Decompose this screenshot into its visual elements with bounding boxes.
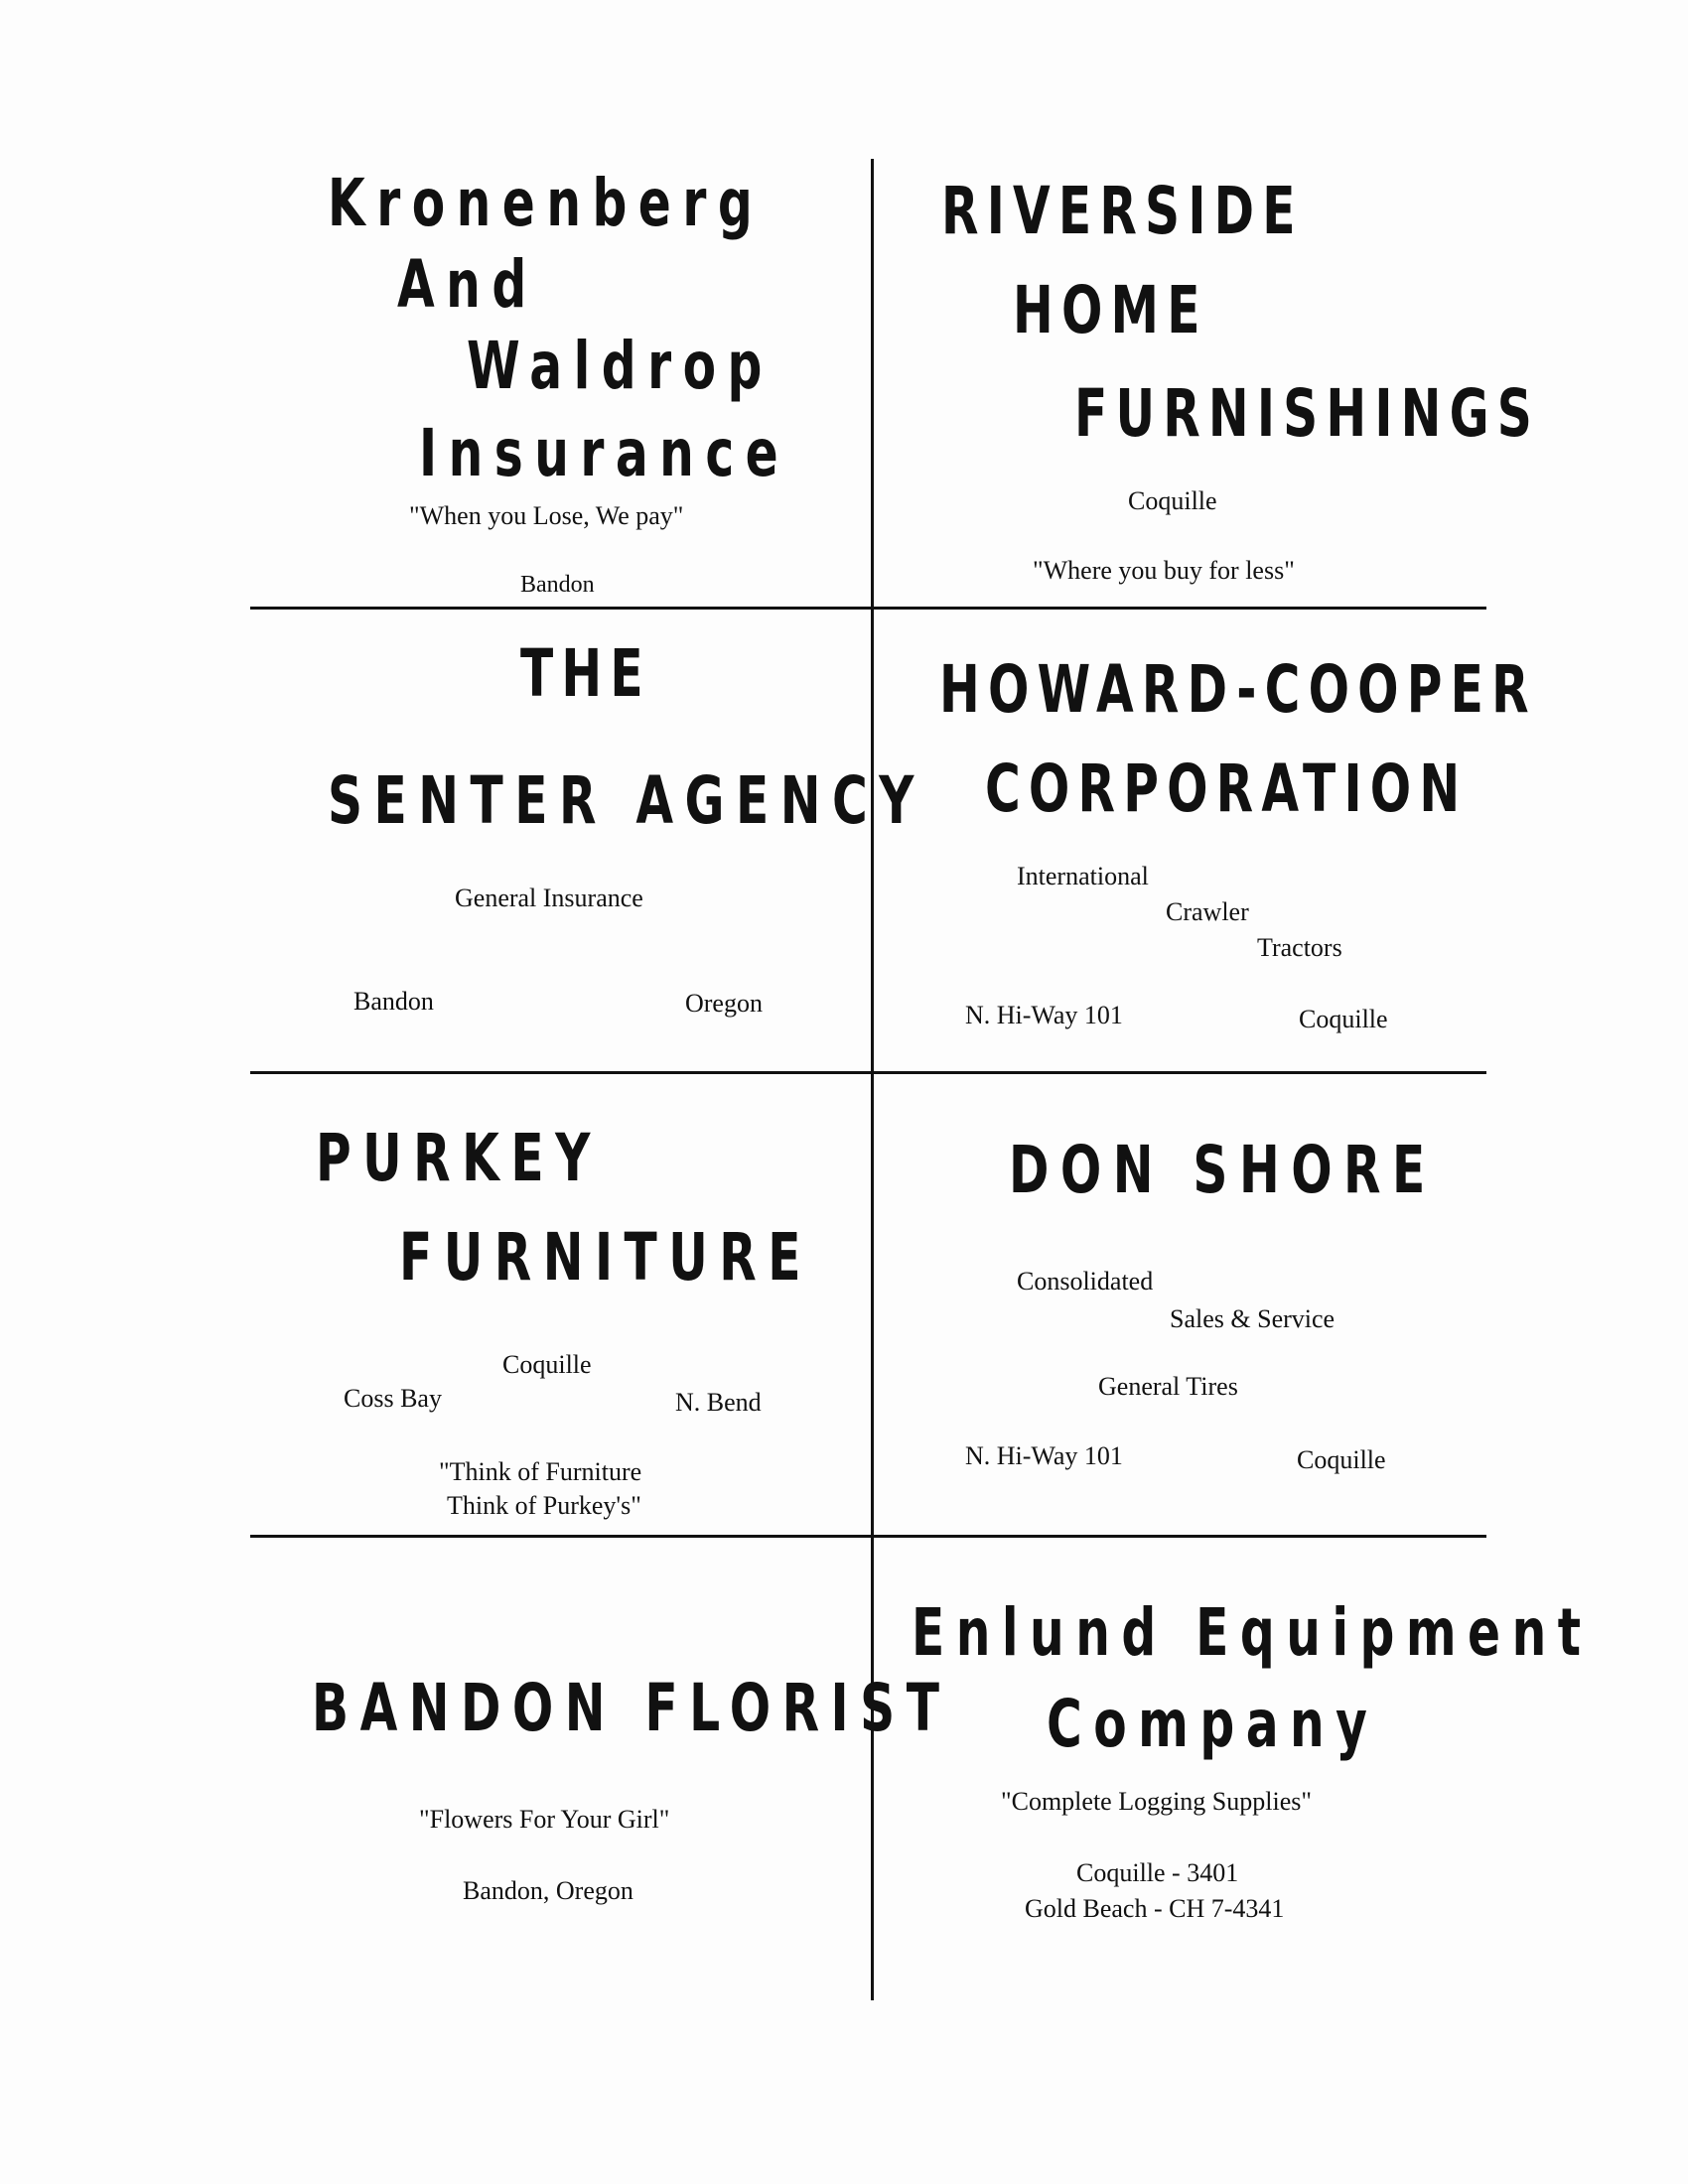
ad-title-line: Kronenberg — [328, 165, 765, 241]
ad-product: Crawler — [1166, 897, 1249, 926]
ad-title-line: HOME — [1013, 272, 1208, 348]
ad-address: N. Hi-Way 101 — [965, 1001, 1123, 1029]
ad-city: N. Bend — [675, 1388, 762, 1417]
ad-slogan: Think of Purkey's" — [447, 1491, 641, 1520]
ad-slogan: "Complete Logging Supplies" — [1001, 1787, 1312, 1816]
ad-product: Tractors — [1257, 933, 1342, 962]
ad-city: Bandon — [353, 987, 434, 1016]
ad-phone: Gold Beach - CH 7-4341 — [1025, 1894, 1285, 1923]
ad-title-line: HOWARD-COOPER — [939, 651, 1537, 728]
ad-service: General Insurance — [455, 884, 643, 912]
ad-slogan: "Flowers For Your Girl" — [419, 1805, 670, 1834]
ad-title-line: Insurance — [419, 415, 790, 491]
ad-address: N. Hi-Way 101 — [965, 1441, 1123, 1470]
ad-product: International — [1017, 862, 1149, 890]
ad-title-line: RIVERSIDE — [941, 173, 1304, 249]
horizontal-divider-1 — [250, 607, 1486, 610]
ad-title-line: BANDON FLORIST — [312, 1670, 951, 1746]
horizontal-divider-3 — [250, 1535, 1486, 1538]
ad-slogan: "Where you buy for less" — [1033, 556, 1295, 585]
ad-city: Coquille — [1299, 1005, 1388, 1033]
ad-product: Sales & Service — [1170, 1304, 1336, 1333]
ad-title-line: Enlund Equipment — [912, 1594, 1593, 1671]
ad-city: Coquille — [502, 1350, 592, 1379]
ad-title-line: SENTER AGENCY — [328, 762, 925, 839]
ad-title-line: PURKEY — [316, 1120, 602, 1196]
ad-city: Coss Bay — [344, 1384, 442, 1413]
ad-title-line: THE — [520, 635, 651, 712]
ad-title-line: FURNITURE — [399, 1219, 812, 1296]
ad-title-line: FURNISHINGS — [1074, 375, 1541, 452]
ad-title-line: And — [397, 246, 538, 323]
ad-state: Oregon — [685, 989, 763, 1018]
ad-title-line: CORPORATION — [985, 751, 1469, 827]
ad-city: Coquille — [1297, 1445, 1386, 1474]
ad-phone: Coquille - 3401 — [1076, 1858, 1239, 1887]
ad-slogan: "Think of Furniture — [439, 1457, 642, 1486]
ad-product: General Tires — [1098, 1372, 1238, 1401]
ad-city: Bandon — [520, 572, 595, 598]
ad-title-line: DON SHORE — [1009, 1132, 1437, 1208]
ad-title-line: Company — [1047, 1686, 1379, 1762]
ad-product: Consolidated — [1017, 1267, 1154, 1296]
horizontal-divider-2 — [250, 1071, 1486, 1074]
ad-city: Coquille — [1128, 486, 1217, 515]
ad-title-line: Waldrop — [467, 328, 774, 404]
ad-slogan: "When you Lose, We pay" — [409, 501, 684, 530]
ad-city: Bandon, Oregon — [463, 1876, 633, 1905]
